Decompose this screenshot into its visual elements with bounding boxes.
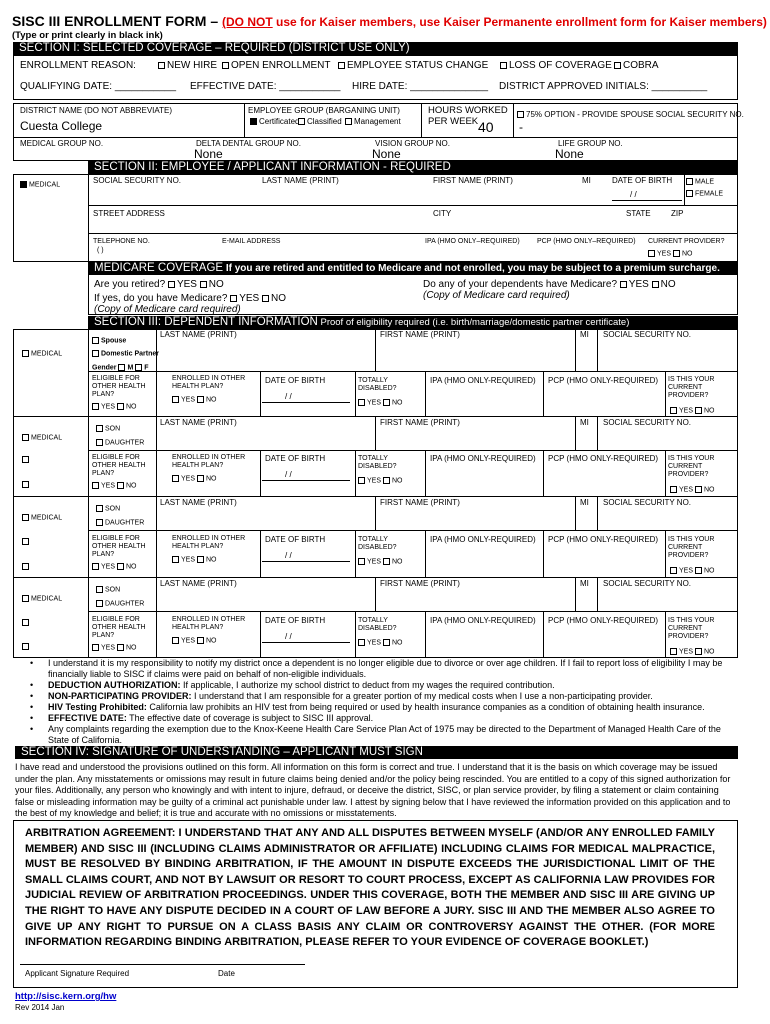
s2-state-label: STATE [626, 209, 651, 218]
child3-dob-label: DATE OF BIRTH [265, 616, 326, 625]
child3-medical[interactable]: MEDICAL [22, 595, 62, 603]
checkbox-75-percent[interactable] [517, 111, 524, 118]
checkbox-son[interactable] [96, 586, 103, 593]
divider [575, 329, 576, 371]
have-medicare-question: If yes, do you have Medicare? YES NO [94, 293, 286, 304]
divider [575, 416, 576, 450]
child1-son[interactable]: SON [96, 425, 120, 433]
child3-last-name-label: LAST NAME (PRINT) [160, 579, 237, 588]
arbitration-agreement: ARBITRATION AGREEMENT: I UNDERSTAND THAT ANY AND ALL DISPUTES BETWEEN MYSELF (AND/OR ANY ENROLLED FAMILY MEMBER) AND SISC III (INCLUDING CLAIMS ADMINISTRATOR OR AFFILIATE) INCLUDING CLAIMS FOR MEDICAL MALPRACTICE, MUST BE RESOLVED BY BINDING ARBITRATION, IF THE AMOUNT IN DISPUTE EXCEEDS THE JURISDICTIONAL LIMIT OF THE SMALL CLAIMS COURT, AND NOT BY LAWSUIT OR RESORT TO COURT PROCESS, EXCEPT AS CALIFORNIA LAW PROVIDES FOR JUDICIAL REVIEW OF ARBITRATION PROCEEDINGS. UNDER THIS COVERAGE, BOTH THE MEMBER AND SISC III ARE GIVING UP THE RIGHT TO HAVE ANY DISPUTE DECIDED IN A COURT OF LAW BEFORE A JURY. SISC III AND THE MEMBER ALSO AGREE TO GIVE UP ANY RIGHT TO PURSUE ON A CLASS BASIS ANY CLAIM OR CONTROVERSY AGAINST THE OTHER. (FOR MORE INFORMATION REGARDING BINDING ARBITRATION, PLEASE REFER TO YOUR EVIDENCE OF COVERAGE BOOKLET.) [25, 827, 715, 949]
s2-phone-label: TELEPHONE NO. [93, 238, 150, 245]
divider [684, 174, 685, 205]
child3-ssn-label: SOCIAL SECURITY NO. [603, 579, 692, 588]
checkbox-yes[interactable] [172, 475, 179, 482]
signature-line[interactable] [20, 964, 305, 965]
child1-dob-field[interactable]: / / [285, 470, 292, 479]
spouse-disabled-options[interactable]: YES NO [358, 399, 402, 407]
s2-city-label: CITY [433, 209, 452, 218]
s2-phone-field[interactable]: ( ) [97, 247, 104, 254]
child1-daughter[interactable]: DAUGHTER [96, 439, 144, 447]
child2-last-name-label: LAST NAME (PRINT) [160, 498, 237, 507]
child3-first-name-label: FIRST NAME (PRINT) [380, 579, 460, 588]
child2-medical[interactable]: MEDICAL [22, 514, 62, 522]
checkbox-child2-medical[interactable] [22, 514, 29, 521]
footer-link[interactable]: http://sisc.kern.org/hw [15, 991, 117, 1002]
child2-enrolled-options[interactable]: YES NO [172, 556, 216, 564]
dependents-medicare-question: Do any of your dependents have Medicare? YES NO [423, 279, 676, 290]
checkbox-daughter[interactable] [96, 439, 103, 446]
child3-eligible: ELIGIBLE FOR OTHER HEALTH PLAN? [92, 616, 146, 639]
checkbox-no[interactable] [197, 475, 204, 482]
divider [260, 450, 261, 496]
checkbox-female[interactable] [686, 190, 693, 197]
child3-enrolled-options[interactable]: YES NO [172, 637, 216, 645]
term-item: • EFFECTIVE DATE: The effective date of coverage is subject to SISC III approval. [48, 713, 733, 724]
child2-first-name-label: FIRST NAME (PRINT) [380, 498, 460, 507]
divider [156, 371, 738, 372]
divider [597, 329, 598, 371]
checkbox-son[interactable] [96, 425, 103, 432]
checkbox-no[interactable] [695, 567, 702, 574]
checkbox-child1-b[interactable] [22, 481, 29, 488]
checkbox-have-medicare-no[interactable] [262, 295, 269, 302]
divider [260, 530, 261, 577]
opt-management[interactable]: Management [345, 118, 401, 127]
checkbox-spouse-medical[interactable] [22, 350, 29, 357]
checkbox-no[interactable] [197, 637, 204, 644]
life-group-label: LIFE GROUP NO. [558, 139, 623, 148]
spouse-eligible-options[interactable]: YES NO [92, 403, 136, 411]
signature-paragraph: I have read and understood the provisions outlined on this form. All information on this form is correct and true. I understand that it is the basis on which coverage may be issued under the plan. Any misstatements or omissions may result in future claims being denied and/or the policy being rescinded. You are entitled to a copy of this signed authorization for your files. Additionally, any person who knowingly and with intent to injure, defraud, or deceive the district, SISC, or plan service provider, by filing a statement or claim containing false or misleading information may be guilty of a criminal act punishable under law. I attest by signing below that I have reviewed the information provided on this application and to the best of my knowledge and belief; it is true and accurate with no omissions or misstatements. [15, 762, 731, 818]
signature-label: Applicant Signature Required [25, 969, 130, 978]
divider [375, 577, 376, 611]
checkbox-have-medicare-yes[interactable] [230, 295, 237, 302]
checkbox-daughter[interactable] [96, 519, 103, 526]
divider [665, 371, 666, 416]
child2-checkbox-a[interactable] [22, 538, 31, 546]
child1-checkbox-b[interactable] [22, 481, 31, 489]
checkbox-yes[interactable] [172, 637, 179, 644]
section2-header: SECTION II: EMPLOYEE / APPLICANT INFORMATION - REQUIRED [88, 161, 738, 174]
s2-zip-label: ZIP [671, 209, 684, 218]
s2-ipa-label: IPA (HMO ONLY–REQUIRED) [425, 238, 520, 245]
spouse-dob-field[interactable]: / / [285, 392, 292, 401]
divider [513, 103, 514, 137]
title-do-not: (DO NOT [222, 15, 273, 29]
divider [260, 611, 261, 658]
checkbox-s2-provider-yes[interactable] [648, 250, 655, 257]
child1-medical[interactable]: MEDICAL [22, 434, 62, 442]
child3-son[interactable]: SON [96, 586, 120, 594]
child1-enrolled-options[interactable]: YES NO [172, 475, 216, 483]
child3-daughter[interactable]: DAUGHTER [96, 600, 144, 608]
checkbox-yes[interactable] [358, 399, 365, 406]
child2-dob-field[interactable]: / / [285, 551, 292, 560]
checkbox-child2-a[interactable] [22, 538, 29, 545]
spouse-ssn-label: SOCIAL SECURITY NO. [603, 330, 692, 339]
child1-eligible-options[interactable]: YES NO [92, 482, 136, 490]
divider [156, 577, 157, 658]
child2-daughter[interactable]: DAUGHTER [96, 519, 144, 527]
checkbox-yes[interactable] [358, 477, 365, 484]
child1-disabled-options[interactable]: YES NO [358, 477, 402, 485]
spouse-gender[interactable]: Gender M F [92, 364, 149, 372]
checkbox-s2-medical[interactable] [20, 181, 27, 188]
child2-disabled-options[interactable]: YES NO [358, 558, 402, 566]
checkbox-gender-m[interactable] [118, 364, 125, 371]
enrollment-reason-label: ENROLLMENT REASON: [20, 60, 136, 71]
opt-male[interactable]: MALE [686, 178, 714, 186]
checkbox-no[interactable] [383, 639, 390, 646]
spouse-dob-label: DATE OF BIRTH [265, 376, 326, 385]
title-main: SISC III ENROLLMENT FORM – [12, 13, 219, 29]
s2-dob-field[interactable]: / / [630, 190, 637, 199]
child2-current-options[interactable]: YES NO [670, 567, 714, 575]
s2-current-provider-options[interactable]: YES NO [648, 250, 692, 258]
spouse-pcp-label: PCP (HMO ONLY-REQUIRED) [548, 376, 659, 385]
child1-pcp-label: PCP (HMO ONLY-REQUIRED) [548, 454, 659, 463]
term-item: • HIV Testing Prohibited: California law prohibits an HIV test from being required or used by health insurance companies as a condition of obtaining health insurance. [48, 702, 733, 713]
checkbox-yes[interactable] [172, 396, 179, 403]
spouse-enrolled-options[interactable]: YES NO [172, 396, 216, 404]
child1-first-name-label: FIRST NAME (PRINT) [380, 418, 460, 427]
divider [262, 480, 350, 481]
checkbox-status-change[interactable] [338, 62, 345, 69]
checkbox-no[interactable] [117, 403, 124, 410]
divider [262, 561, 350, 562]
spouse-first-name-label: FIRST NAME (PRINT) [380, 330, 460, 339]
spouse-mi-label: MI [580, 330, 589, 339]
child1-last-name-label: LAST NAME (PRINT) [160, 418, 237, 427]
s2-email-label: E-MAIL ADDRESS [222, 238, 281, 245]
divider [597, 496, 598, 530]
per-week-label: PER WEEK [428, 116, 479, 127]
child3-disabled-options[interactable]: YES NO [358, 639, 402, 647]
child3-eligible-options[interactable]: YES NO [92, 644, 136, 652]
checkbox-no[interactable] [695, 486, 702, 493]
divider [421, 103, 422, 137]
divider [543, 530, 544, 577]
child1-disabled: TOTALLY DISABLED? [358, 455, 397, 470]
checkbox-yes[interactable] [670, 567, 677, 574]
checkbox-gender-f[interactable] [135, 364, 142, 371]
spouse-current-options[interactable]: YES NO [670, 407, 714, 415]
spouse-eligible: ELIGIBLE FOR OTHER HEALTH PLAN? [92, 375, 146, 398]
s2-pcp-label: PCP (HMO ONLY–REQUIRED) [537, 238, 636, 245]
section1-header: SECTION I: SELECTED COVERAGE – REQUIRED (DISTRICT USE ONLY) [13, 42, 738, 55]
opt-female[interactable]: FEMALE [686, 190, 723, 198]
checkbox-no[interactable] [197, 556, 204, 563]
divider [597, 577, 598, 611]
spouse-medical[interactable]: MEDICAL [22, 350, 62, 358]
checkbox-yes[interactable] [92, 644, 99, 651]
divider [425, 611, 426, 658]
divider [575, 496, 576, 530]
child1-ssn-label: SOCIAL SECURITY NO. [603, 418, 692, 427]
child2-eligible-options[interactable]: YES NO [92, 563, 136, 571]
checkbox-yes[interactable] [92, 482, 99, 489]
divider [262, 402, 350, 403]
child2-ipa-label: IPA (HMO ONLY-REQUIRED) [430, 535, 536, 544]
checkbox-child2-b[interactable] [22, 563, 29, 570]
child1-current-options[interactable]: YES NO [670, 486, 714, 494]
divider [88, 205, 738, 206]
divider [543, 450, 544, 496]
checkbox-cobra[interactable] [614, 62, 621, 69]
checkbox-no[interactable] [695, 648, 702, 655]
child3-mi-label: MI [580, 579, 589, 588]
section3-header: SECTION III: DEPENDENT INFORMATION Proof of eligibility required (i.e. birth/marriage/domestic partner certificate) [88, 316, 738, 329]
divider [665, 530, 666, 577]
divider [425, 450, 426, 496]
checkbox-child1-a[interactable] [22, 456, 29, 463]
checkbox-open-enrollment[interactable] [222, 62, 229, 69]
child3-disabled: TOTALLY DISABLED? [358, 617, 397, 632]
divider [665, 450, 666, 496]
divider [355, 450, 356, 496]
checkbox-management[interactable] [345, 118, 352, 125]
approved-initials-field[interactable]: DISTRICT APPROVED INITIALS: __________ [499, 81, 708, 92]
section4-header: SECTION IV: SIGNATURE OF UNDERSTANDING – APPLICANT MUST SIGN [15, 746, 738, 759]
child3-current-options[interactable]: YES NO [670, 648, 714, 656]
spouse-enrolled: ENROLLED IN OTHER HEALTH PLAN? [172, 375, 246, 390]
vision-group-label: VISION GROUP NO. [375, 139, 450, 148]
child2-disabled: TOTALLY DISABLED? [358, 536, 397, 551]
hours-worked-value[interactable]: 40 [478, 119, 494, 135]
divider [260, 371, 261, 416]
life-group-value[interactable]: None [555, 147, 584, 161]
checkbox-no[interactable] [383, 399, 390, 406]
divider [156, 329, 157, 416]
s2-dob-label: DATE OF BIRTH [612, 176, 673, 185]
s2-mi-label: MI [582, 176, 591, 185]
s2-current-provider-label: CURRENT PROVIDER? [648, 238, 725, 245]
opt-loss-of-coverage[interactable]: LOSS OF COVERAGE [500, 60, 612, 71]
checkbox-child3-a[interactable] [22, 619, 29, 626]
checkbox-spouse[interactable] [92, 337, 99, 344]
child1-mi-label: MI [580, 418, 589, 427]
checkbox-daughter[interactable] [96, 600, 103, 607]
child1-eligible: ELIGIBLE FOR OTHER HEALTH PLAN? [92, 454, 146, 477]
form-title [12, 14, 767, 29]
divider [375, 416, 376, 450]
child1-current: IS THIS YOUR CURRENT PROVIDER? [668, 455, 715, 478]
dental-group-label: DELTA DENTAL GROUP NO. [196, 139, 301, 148]
checkbox-male[interactable] [686, 178, 693, 185]
child3-checkbox-a[interactable] [22, 619, 31, 627]
opt-open-enrollment[interactable]: OPEN ENROLLMENT [222, 60, 330, 71]
child3-pcp-label: PCP (HMO ONLY-REQUIRED) [548, 616, 659, 625]
checkbox-loss-of-coverage[interactable] [500, 62, 507, 69]
divider [665, 611, 666, 658]
divider [425, 371, 426, 416]
divider [88, 329, 89, 658]
child1-ipa-label: IPA (HMO ONLY-REQUIRED) [430, 454, 536, 463]
opt-certificated[interactable]: Certificated [250, 118, 299, 127]
child2-son[interactable]: SON [96, 505, 120, 513]
checkbox-dep-medicare-yes[interactable] [620, 281, 627, 288]
opt-new-hire[interactable]: NEW HIRE [158, 60, 217, 71]
s2-last-name-label: LAST NAME (PRINT) [262, 176, 339, 185]
child3-checkbox-b[interactable] [22, 643, 31, 651]
term-item: • I understand it is my responsibility to notify my district once a dependent is no longer eligible due to divorce or over age children. If I fail to report loss of eligibility I may be financially liable to SISC if claims were paid on behalf of non-eligible individuals. [48, 658, 733, 680]
child2-eligible: ELIGIBLE FOR OTHER HEALTH PLAN? [92, 535, 146, 558]
spouse-ipa-label: IPA (HMO ONLY-REQUIRED) [430, 376, 536, 385]
child3-enrolled: ENROLLED IN OTHER HEALTH PLAN? [172, 616, 246, 631]
divider [375, 496, 376, 530]
child2-checkbox-b[interactable] [22, 563, 31, 571]
divider [355, 371, 356, 416]
checkbox-child1-medical[interactable] [22, 434, 29, 441]
checkbox-retired-yes[interactable] [168, 281, 175, 288]
child2-current: IS THIS YOUR CURRENT PROVIDER? [668, 536, 715, 559]
s2-ssn-label: SOCIAL SECURITY NO. [93, 176, 182, 185]
child2-ssn-label: SOCIAL SECURITY NO. [603, 498, 692, 507]
divider [355, 611, 356, 658]
opt-domestic-partner[interactable]: Domestic Partner [92, 350, 159, 358]
title-rest: use for Kaiser members, use Kaiser Permanente enrollment form for Kaiser members) [276, 15, 767, 29]
divider [543, 611, 544, 658]
copy-card-note: (Copy of Medicare card required) [94, 304, 241, 315]
district-name-value[interactable]: Cuesta College [20, 119, 103, 133]
divider [575, 577, 576, 611]
s2-medical[interactable]: MEDICAL [20, 181, 60, 189]
divider [13, 137, 738, 138]
copy-card-note-2: (Copy of Medicare card required) [423, 290, 570, 301]
medical-group-label: MEDICAL GROUP NO. [20, 139, 104, 148]
divider [612, 200, 682, 201]
dash-value: - [519, 120, 523, 134]
divider [597, 416, 598, 450]
checkbox-yes[interactable] [172, 556, 179, 563]
checkbox-dep-medicare-no[interactable] [652, 281, 659, 288]
checkbox-classified[interactable] [298, 118, 305, 125]
checkbox-yes[interactable] [670, 407, 677, 414]
opt-75-percent[interactable]: 75% OPTION - PROVIDE SPOUSE SOCIAL SECURITY NO. [517, 111, 744, 120]
checkbox-yes[interactable] [670, 486, 677, 493]
divider [375, 329, 376, 371]
child2-dob-label: DATE OF BIRTH [265, 535, 326, 544]
divider [88, 611, 738, 612]
hours-worked-label: HOURS WORKED [428, 105, 508, 116]
checkbox-no[interactable] [117, 644, 124, 651]
spouse-disabled: TOTALLY DISABLED? [358, 377, 397, 392]
term-item: • Any complaints regarding the exemption due to the Knox-Keene Health Care Service Plan Act of 1975 may be directed to the Department of Managed Health Care of the State of California. [48, 724, 733, 746]
opt-spouse[interactable]: Spouse [92, 337, 126, 345]
checkbox-no[interactable] [117, 563, 124, 570]
opt-cobra[interactable]: COBRA [614, 60, 659, 71]
divider [425, 530, 426, 577]
medicare-header: MEDICARE COVERAGE If you are retired and entitled to Medicare and not enrolled, you may be subject to a premium surcharge. [88, 262, 738, 275]
divider [88, 233, 738, 234]
vision-group-value[interactable]: None [372, 147, 401, 161]
divider [262, 642, 350, 643]
checkbox-no[interactable] [695, 407, 702, 414]
checkbox-certificated[interactable] [250, 118, 257, 125]
child1-dob-label: DATE OF BIRTH [265, 454, 326, 463]
checkbox-domestic-partner[interactable] [92, 350, 99, 357]
effective-date-field[interactable]: EFFECTIVE DATE: ___________ [190, 81, 341, 92]
checkbox-child3-b[interactable] [22, 643, 29, 650]
checkbox-yes[interactable] [358, 558, 365, 565]
child1-checkbox-a[interactable] [22, 456, 31, 464]
divider [88, 450, 738, 451]
child2-pcp-label: PCP (HMO ONLY-REQUIRED) [548, 535, 659, 544]
district-name-label: DISTRICT NAME (DO NOT ABBREVIATE) [20, 106, 173, 115]
checkbox-no[interactable] [197, 396, 204, 403]
child3-current: IS THIS YOUR CURRENT PROVIDER? [668, 617, 715, 640]
child3-dob-field[interactable]: / / [285, 632, 292, 641]
opt-status-change[interactable]: EMPLOYEE STATUS CHANGE [338, 60, 488, 71]
spouse-current: IS THIS YOUR CURRENT PROVIDER? [668, 376, 715, 399]
checkbox-son[interactable] [96, 505, 103, 512]
term-item: • NON-PARTICIPATING PROVIDER: I understand that I am responsible for a greater portion of my medical costs when I use a non-participating provider. [48, 691, 733, 702]
s2-first-name-label: FIRST NAME (PRINT) [433, 176, 513, 185]
divider [156, 416, 157, 496]
dental-group-value[interactable]: None [194, 147, 223, 161]
checkbox-yes[interactable] [670, 648, 677, 655]
s2-street-label: STREET ADDRESS [93, 209, 165, 218]
checkbox-no[interactable] [117, 482, 124, 489]
divider [88, 530, 738, 531]
spouse-last-name-label: LAST NAME (PRINT) [160, 330, 237, 339]
checkbox-child3-medical[interactable] [22, 595, 29, 602]
checkbox-no[interactable] [383, 558, 390, 565]
divider [88, 174, 89, 262]
checkbox-retired-no[interactable] [200, 281, 207, 288]
checkbox-yes[interactable] [92, 403, 99, 410]
child1-enrolled: ENROLLED IN OTHER HEALTH PLAN? [172, 454, 246, 469]
opt-classified[interactable]: Classified [298, 118, 342, 127]
hire-date-field[interactable]: HIRE DATE: ______________ [352, 81, 489, 92]
checkbox-yes[interactable] [92, 563, 99, 570]
child3-ipa-label: IPA (HMO ONLY-REQUIRED) [430, 616, 536, 625]
employee-group-label: EMPLOYEE GROUP (BARGANING UNIT) [248, 106, 400, 115]
checkbox-yes[interactable] [358, 639, 365, 646]
divider [156, 496, 157, 577]
date-label: Date [218, 969, 235, 978]
divider [543, 371, 544, 416]
terms-list [48, 658, 733, 746]
checkbox-no[interactable] [383, 477, 390, 484]
child2-mi-label: MI [580, 498, 589, 507]
checkbox-s2-provider-no[interactable] [673, 250, 680, 257]
child2-enrolled: ENROLLED IN OTHER HEALTH PLAN? [172, 535, 246, 550]
form-subtitle: (Type or print clearly in black ink) [12, 30, 163, 41]
divider [244, 103, 245, 137]
revision-label: Rev 2014 Jan [15, 1003, 65, 1012]
divider [355, 530, 356, 577]
term-item: • DEDUCTION AUTHORIZATION: If applicable, I authorize my school district to deduct from my wages the required contribution. [48, 680, 733, 691]
qualifying-date-field[interactable]: QUALIFYING DATE: ___________ [20, 81, 177, 92]
retired-question: Are you retired? YES NO [94, 279, 224, 290]
checkbox-new-hire[interactable] [158, 62, 165, 69]
